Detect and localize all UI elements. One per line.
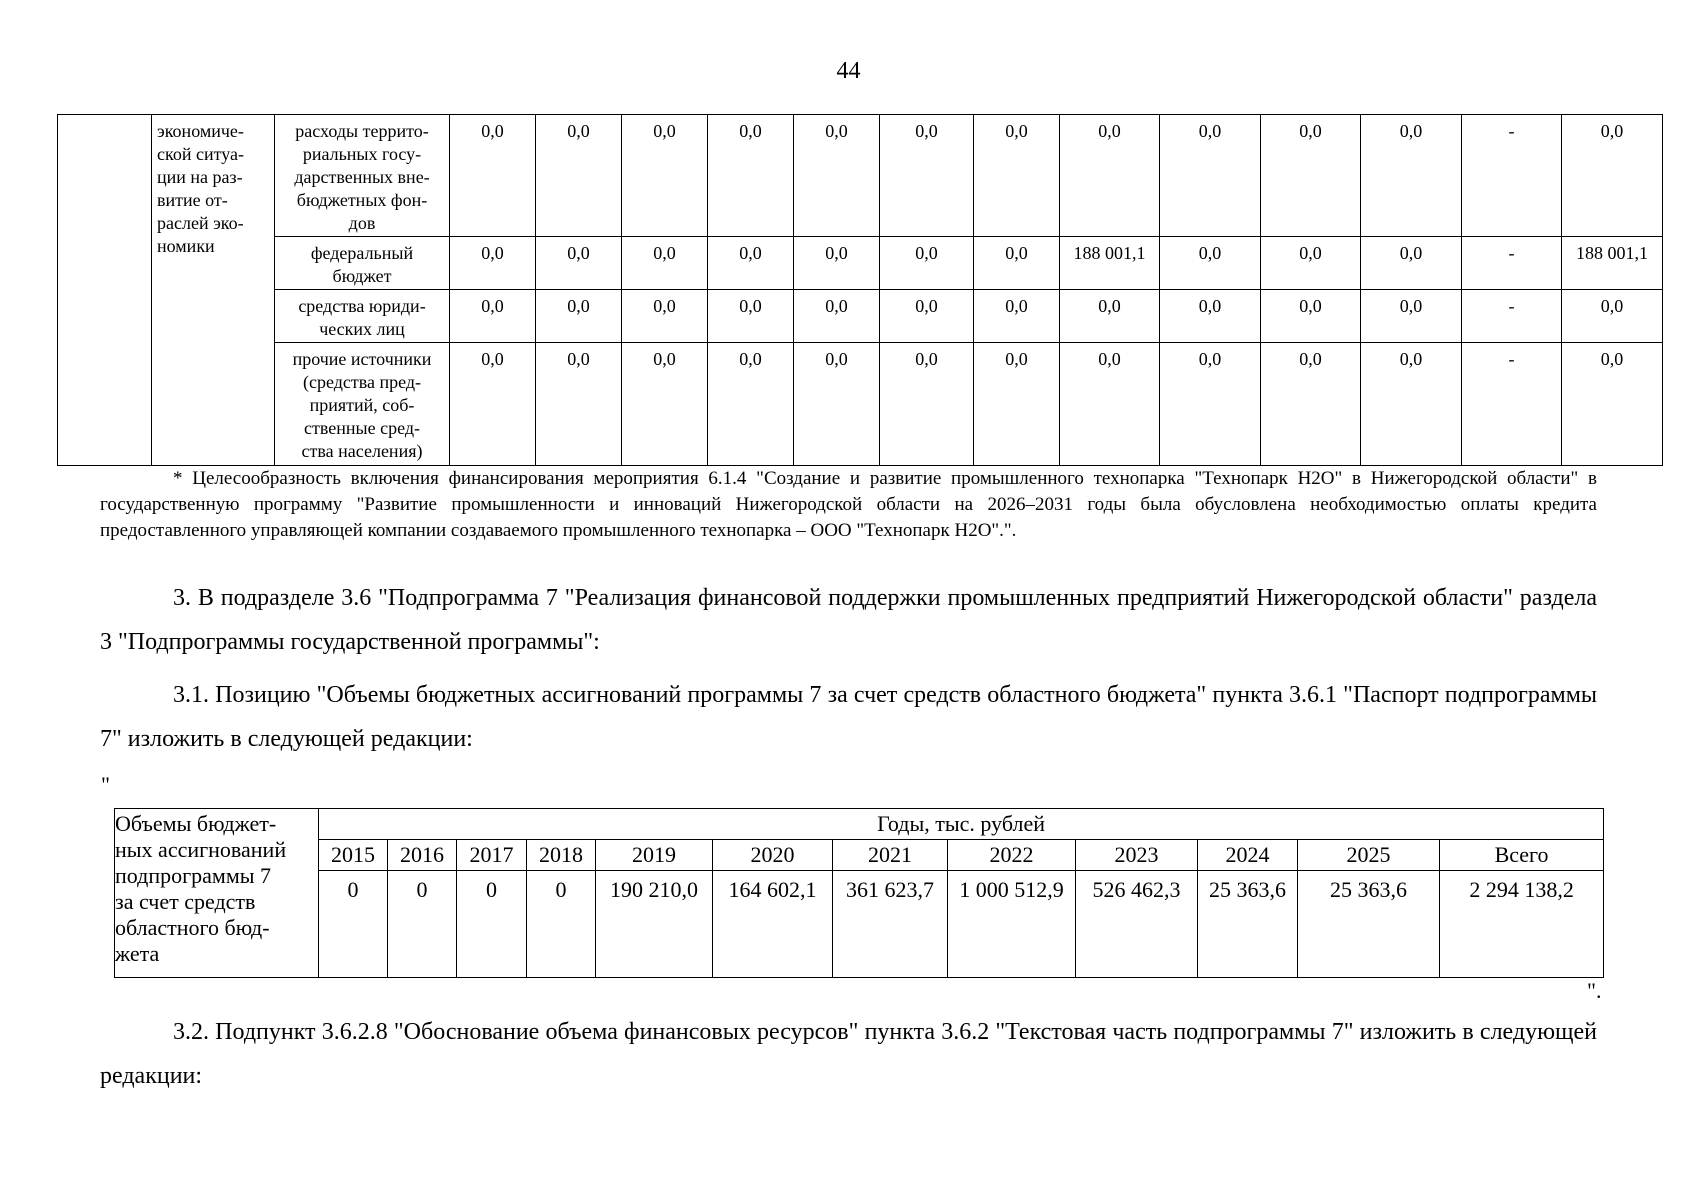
value-cell: - — [1462, 237, 1562, 290]
value-cell: 0,0 — [880, 290, 974, 343]
allocation-value-cell: 1 000 512,9 — [948, 871, 1076, 978]
year-header-cell: 2025 — [1298, 840, 1440, 871]
year-header-cell: 2016 — [388, 840, 457, 871]
value-cell: 0,0 — [622, 115, 708, 237]
value-cell: 0,0 — [1160, 343, 1261, 466]
value-cell: 0,0 — [1160, 115, 1261, 237]
allocation-value-cell: 190 210,0 — [596, 871, 713, 978]
value-cell: 0,0 — [794, 237, 880, 290]
value-cell: 0,0 — [794, 115, 880, 237]
paragraph-3: 3. В подразделе 3.6 "Подпрограмма 7 "Реализация финансовой поддержки промышленных предприятий Нижегородской области" раздела 3 "Подпрограммы государственной программы": — [100, 585, 1597, 655]
value-cell: 0,0 — [1361, 343, 1462, 466]
allocation-value-cell: 25 363,6 — [1198, 871, 1298, 978]
value-cell: 0,0 — [880, 237, 974, 290]
allocation-value-cell: 361 623,7 — [833, 871, 948, 978]
allocation-value-cell: 0 — [457, 871, 527, 978]
footnote: * Целесообразность включения финансирования мероприятия 6.1.4 "Создание и развитие промышленного технопарка "Технопарк H2O" в Нижегородской области" в государственную программу "Развитие промышленности и инноваций Нижегородской области на 2026–2031 годы была обусловлена необходимостью оплаты кредита предоставленного управляющей компании создаваемого промышленного технопарка – ООО "Технопарк H2O".". — [100, 468, 1597, 541]
funding-sources-body — [58, 115, 1663, 466]
year-header-cell: 2020 — [713, 840, 833, 871]
year-header-cell: 2021 — [833, 840, 948, 871]
value-cell: 0,0 — [708, 115, 794, 237]
value-cell: - — [1462, 343, 1562, 466]
paragraph-3-1: 3.1. Позицию "Объемы бюджетных ассигнований программы 7 за счет средств областного бюджета" пункта 3.6.1 "Паспорт подпрограммы 7" изложить в следующей редакции: — [100, 682, 1597, 752]
value-cell: 0,0 — [450, 343, 536, 466]
topic-cell: экономиче- ской ситуа- ции на раз- витие от- раслей эко- номики — [152, 115, 275, 466]
year-header-cell: 2024 — [1198, 840, 1298, 871]
value-cell: 0,0 — [622, 343, 708, 466]
table-row — [58, 343, 1663, 466]
value-cell: 0,0 — [1060, 343, 1160, 466]
value-cell: 0,0 — [622, 237, 708, 290]
allocation-value-cell: 25 363,6 — [1298, 871, 1440, 978]
value-cell: 0,0 — [1160, 290, 1261, 343]
year-header-cell: 2018 — [527, 840, 596, 871]
value-cell: 0,0 — [536, 115, 622, 237]
allocation-value-cell: 0 — [319, 871, 388, 978]
value-cell: 0,0 — [1361, 290, 1462, 343]
value-cell: 0,0 — [1361, 237, 1462, 290]
value-cell: 0,0 — [1060, 290, 1160, 343]
value-cell: - — [1462, 115, 1562, 237]
value-cell: 0,0 — [450, 115, 536, 237]
years-header: Годы, тыс. рублей — [319, 809, 1604, 840]
value-cell: 0,0 — [974, 237, 1060, 290]
allocation-value-cell: 2 294 138,2 — [1440, 871, 1604, 978]
table-row — [58, 237, 1663, 290]
allocation-value-cell: 526 462,3 — [1076, 871, 1198, 978]
value-cell: 0,0 — [1261, 290, 1361, 343]
value-cell: 0,0 — [708, 237, 794, 290]
value-cell: 0,0 — [1361, 115, 1462, 237]
value-cell: 0,0 — [1261, 237, 1361, 290]
value-cell: 0,0 — [1562, 115, 1663, 237]
year-header-cell: 2017 — [457, 840, 527, 871]
value-cell: 0,0 — [794, 343, 880, 466]
funding-source-cell: средства юриди- ческих лиц — [275, 290, 450, 343]
value-cell: 0,0 — [1160, 237, 1261, 290]
allocation-value-cell: 164 602,1 — [713, 871, 833, 978]
year-header-cell: 2019 — [596, 840, 713, 871]
value-cell: 0,0 — [450, 237, 536, 290]
value-cell: 0,0 — [974, 290, 1060, 343]
values-row — [115, 871, 1604, 978]
value-cell: 0,0 — [708, 290, 794, 343]
years-row — [115, 840, 1604, 871]
value-cell: 0,0 — [1060, 115, 1160, 237]
value-cell: - — [1462, 290, 1562, 343]
opening-quote: " — [101, 772, 110, 797]
allocation-value-cell: 0 — [388, 871, 457, 978]
value-cell: 0,0 — [536, 343, 622, 466]
empty-number-cell — [58, 115, 152, 466]
paragraph-3-2: 3.2. Подпункт 3.6.2.8 "Обоснование объема финансовых ресурсов" пункта 3.6.2 "Текстовая часть подпрограммы 7" изложить в следующей редакции: — [100, 1019, 1597, 1089]
funding-source-cell: прочие источники (средства пред- приятий, соб- ственные сред- ства населения) — [275, 343, 450, 466]
value-cell: 188 001,1 — [1562, 237, 1663, 290]
value-cell: 0,0 — [974, 343, 1060, 466]
value-cell: 0,0 — [880, 343, 974, 466]
value-cell: 0,0 — [450, 290, 536, 343]
funding-sources-table — [57, 114, 1663, 466]
value-cell: 0,0 — [1562, 290, 1663, 343]
allocation-value-cell: 0 — [527, 871, 596, 978]
table-row — [58, 290, 1663, 343]
value-cell: 0,0 — [1261, 115, 1361, 237]
value-cell: 0,0 — [974, 115, 1060, 237]
table-row — [58, 115, 1663, 237]
value-cell: 0,0 — [622, 290, 708, 343]
funding-source-cell: расходы террито- риальных госу- дарственных вне- бюджетных фон- дов — [275, 115, 450, 237]
funding-source-cell: федеральный бюджет — [275, 237, 450, 290]
value-cell: 188 001,1 — [1060, 237, 1160, 290]
value-cell: 0,0 — [880, 115, 974, 237]
budget-allocations-table — [114, 808, 1604, 978]
year-header-cell: 2015 — [319, 840, 388, 871]
value-cell: 0,0 — [708, 343, 794, 466]
value-cell: 0,0 — [1261, 343, 1361, 466]
year-header-cell: Всего — [1440, 840, 1604, 871]
value-cell: 0,0 — [1562, 343, 1663, 466]
value-cell: 0,0 — [794, 290, 880, 343]
closing-quote: ". — [1587, 978, 1602, 1003]
year-header-cell: 2023 — [1076, 840, 1198, 871]
year-header-cell: 2022 — [948, 840, 1076, 871]
value-cell: 0,0 — [536, 290, 622, 343]
value-cell: 0,0 — [536, 237, 622, 290]
page-number: 44 — [836, 58, 861, 84]
allocations-label: Объемы бюджет- ных ассигнований подпрограммы 7 за счет средств областного бюд- жета — [115, 809, 319, 978]
